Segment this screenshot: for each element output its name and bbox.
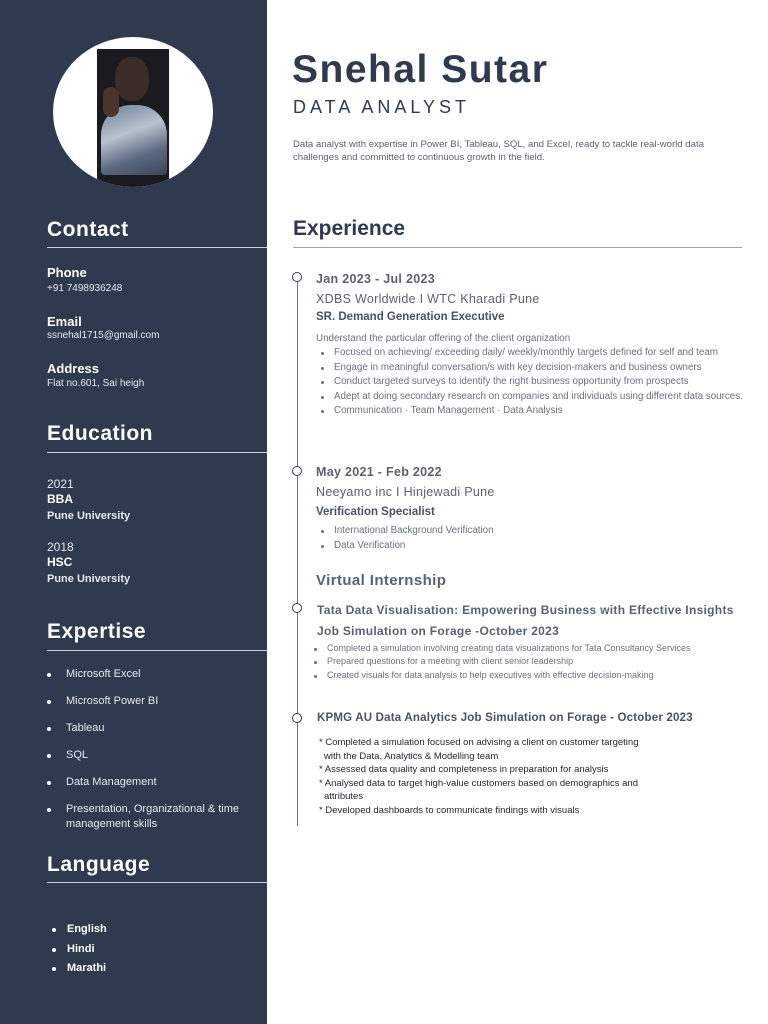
- education-degree: BBA: [47, 492, 73, 506]
- internship-task: Completed a simulation involving creating data visualizations for Tata Consultancy Services: [310, 642, 750, 655]
- education-year: 2018: [47, 540, 74, 554]
- responsibility-item: Engage in meaningful conversation/s with key decision-makers and business owners: [317, 361, 745, 376]
- education-school: Pune University: [47, 510, 131, 522]
- responsibility-item: Adept at doing secondary research on companies and individuals using different data sources.: [317, 390, 745, 405]
- internship-detail-line: * Analysed data to target high-value customers based on demographics and: [319, 777, 638, 789]
- job-title: SR. Demand Generation Executive: [316, 311, 505, 323]
- phone-label: Phone: [47, 265, 87, 280]
- internship-heading: Virtual Internship: [316, 572, 447, 589]
- experience-heading: Experience: [293, 217, 406, 240]
- email-value: ssnehal1715@gmail.com: [47, 330, 160, 341]
- job-responsibilities: [317, 524, 745, 553]
- responsibility-item: Focused on achieving/ exceeding daily/ weekly/monthly targets defined for self and team: [317, 346, 745, 361]
- internship-details: [319, 736, 679, 817]
- expertise-heading: Expertise: [47, 620, 147, 643]
- timeline-dot: [292, 713, 302, 723]
- internship-detail-line: * Completed a simulation focused on advising a client on customer targeting: [319, 737, 639, 748]
- internship-tasks: [310, 642, 750, 682]
- candidate-role: DATA ANALYST: [293, 97, 471, 117]
- timeline-dot: [292, 466, 302, 476]
- email-label: Email: [47, 314, 82, 329]
- expertise-item: Tableau: [47, 721, 262, 736]
- expertise-item: Microsoft Excel: [47, 667, 262, 682]
- expertise-item: SQL: [47, 748, 262, 763]
- internship-task: Prepared questions for a meeting with client senior leadership: [310, 655, 750, 668]
- job-title: Verification Specialist: [316, 506, 435, 518]
- profile-photo: [53, 37, 213, 187]
- education-school: Pune University: [47, 573, 131, 585]
- expertise-list: [47, 667, 262, 844]
- timeline-dot: [292, 603, 302, 613]
- education-divider: [47, 452, 267, 453]
- internship-detail-line: * Developed dashboards to communicate findings with visuals: [319, 804, 580, 816]
- profile-photo-image: [97, 49, 169, 187]
- responsibility-item: Data Verification: [317, 539, 745, 554]
- internship-detail-line: with the Data, Analytics & Modelling team: [324, 750, 499, 762]
- job-description: Understand the particular offering of the client organization: [316, 333, 571, 344]
- language-item: English: [52, 920, 107, 940]
- education-degree: HSC: [47, 555, 73, 569]
- expertise-divider: [47, 650, 267, 651]
- internship-detail-line: attributes: [324, 791, 364, 802]
- address-label: Address: [47, 361, 100, 376]
- language-heading: Language: [47, 853, 151, 876]
- responsibility-item: Conduct targeted surveys to identify the right business opportunity from prospects: [317, 375, 745, 390]
- responsibility-item: Communication · Team Management · Data Analysis: [317, 404, 745, 419]
- internship-detail-line: * Assessed data quality and completeness in preparation for analysis: [319, 764, 609, 775]
- address-value: Flat no.601, Sai heigh: [47, 378, 145, 389]
- experience-divider: [293, 247, 742, 248]
- phone-value: +91 7498936248: [47, 283, 123, 294]
- timeline-dot: [292, 272, 302, 282]
- responsibility-item: International Background Verification: [317, 524, 745, 539]
- language-item: Hindi: [52, 940, 107, 960]
- education-heading: Education: [47, 422, 154, 445]
- education-year: 2021: [47, 477, 74, 491]
- internship-title: KPMG AU Data Analytics Job Simulation on Forage - October 2023: [317, 712, 693, 724]
- job-company: XDBS Worldwide I WTC Kharadi Pune: [316, 292, 540, 306]
- internship-task: Created visuals for data analysis to help executives with effective decision-making: [310, 669, 750, 682]
- expertise-item: Data Management: [47, 775, 262, 790]
- job-date: May 2021 - Feb 2022: [316, 465, 442, 479]
- contact-heading: Contact: [47, 218, 129, 241]
- contact-divider: [47, 247, 267, 248]
- timeline-line: [297, 278, 298, 826]
- language-item: Marathi: [52, 959, 107, 979]
- job-responsibilities: [317, 346, 745, 419]
- language-divider: [47, 882, 267, 883]
- profile-summary: Data analyst with expertise in Power BI, Tableau, SQL, and Excel, ready to tackle real-world data challenges and committed to continuous growth in the field.: [293, 139, 704, 163]
- internship-title: Tata Data Visualisation: Empowering Business with Effective Insights Job Simulation on Forage -October 2023: [317, 603, 734, 638]
- job-date: Jan 2023 - Jul 2023: [316, 272, 435, 286]
- expertise-item: Microsoft Power BI: [47, 694, 262, 709]
- expertise-item: Presentation, Organizational & time management skills: [47, 802, 262, 832]
- job-company: Neeyamo inc I Hinjewadi Pune: [316, 485, 495, 499]
- sidebar: [0, 0, 267, 1024]
- language-list: [52, 920, 107, 979]
- candidate-name: Snehal Sutar: [292, 48, 549, 91]
